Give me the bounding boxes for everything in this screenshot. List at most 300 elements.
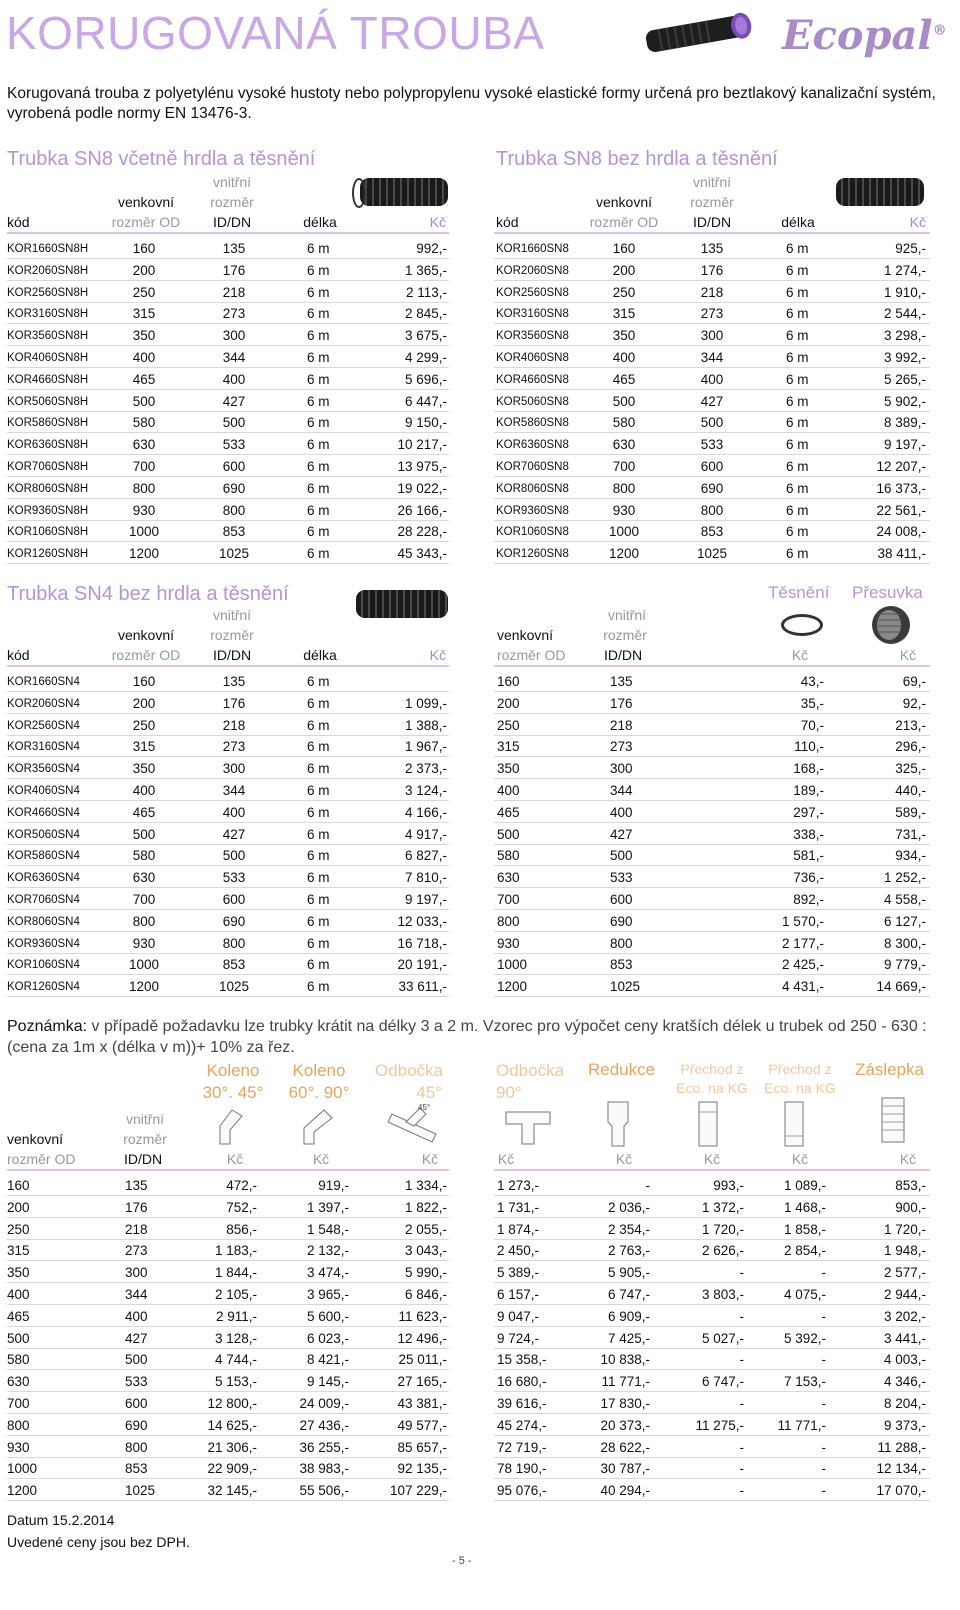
cell-od: 700 <box>497 892 520 907</box>
cell-koleno-30-45: 1 844,- <box>214 1265 257 1281</box>
cell-koleno-60-90: 919,- <box>318 1178 349 1193</box>
header-venkovni: venkovní <box>7 1131 64 1147</box>
table-row <box>7 1282 449 1305</box>
table-row <box>7 1173 449 1196</box>
cell-coupling-price: 325,- <box>895 761 926 777</box>
cell-odbocka-90: 9 047,- <box>497 1308 540 1324</box>
cell-coupling-price: 6 127,- <box>883 913 926 929</box>
cell-od: 500 <box>7 1330 30 1346</box>
table-row <box>7 389 449 412</box>
cell-redukce: 11 771,- <box>601 1374 650 1390</box>
table-row <box>7 691 449 714</box>
cell-code: KOR5060SN4 <box>7 828 80 841</box>
section-title-sn4-bez: Trubka SN4 bez hrdla a těsnění <box>7 583 289 605</box>
cell-id: 135 <box>700 241 724 256</box>
cell-length: 6 m <box>307 848 330 864</box>
socket-ring-icon <box>352 178 366 208</box>
cell-id: 135 <box>125 1178 148 1193</box>
cell-price: 24 008,- <box>876 524 926 540</box>
reducer-icon <box>606 1100 630 1148</box>
cell-id: 1025 <box>218 546 250 562</box>
table-row <box>7 1435 449 1458</box>
cell-od: 580 <box>7 1352 30 1368</box>
cell-code: KOR6360SN4 <box>7 872 80 885</box>
table-row <box>7 909 449 932</box>
cell-code: KOR3560SN4 <box>7 763 80 776</box>
cell-prechod-2: 5 392,- <box>783 1330 826 1346</box>
cell-coupling-price: 14 669,- <box>876 979 926 995</box>
cell-seal-price: 189,- <box>793 783 824 798</box>
header-kc: Kč <box>899 647 917 663</box>
table-row <box>494 865 930 888</box>
cell-length: 6 m <box>307 892 330 907</box>
branch-45-icon <box>384 1102 440 1146</box>
cell-price: 2 845,- <box>404 306 447 322</box>
header-id-dn: ID/DN <box>604 647 643 663</box>
cell-prechod-2: 1 468,- <box>783 1199 826 1215</box>
cell-id: 176 <box>700 262 724 278</box>
table-row <box>7 800 449 823</box>
cell-odbocka-45: 107 229,- <box>389 1483 447 1499</box>
cell-code: KOR1660SN8 <box>496 243 569 255</box>
cell-koleno-30-45: 752,- <box>226 1199 257 1215</box>
cell-id: 600 <box>125 1396 148 1411</box>
cell-price: 2 544,- <box>883 306 926 322</box>
cell-id: 218 <box>610 717 633 733</box>
cell-odbocka-45: 3 043,- <box>404 1243 447 1259</box>
table-row <box>7 476 449 499</box>
brand-logo: Ecopal® <box>782 12 947 59</box>
header-vnitrni: vnitřní <box>692 174 732 190</box>
table-row <box>7 1369 449 1392</box>
cell-odbocka-45: 43 381,- <box>397 1396 447 1411</box>
cell-id: 273 <box>222 739 246 755</box>
zaslepka-title: Záslepka <box>855 1060 924 1079</box>
cell-length: 6 m <box>786 524 809 540</box>
cell-redukce: 6 747,- <box>607 1287 650 1302</box>
cell-prechod-2: - <box>821 1483 826 1499</box>
table-row <box>494 909 930 932</box>
cell-code: KOR6360SN8 <box>496 439 569 452</box>
cell-zaslepka: 2 577,- <box>883 1265 926 1281</box>
cell-koleno-60-90: 1 548,- <box>306 1221 349 1237</box>
cell-id: 427 <box>610 826 633 842</box>
cell-id: 600 <box>700 459 724 474</box>
cell-od: 580 <box>132 415 156 431</box>
cell-code: KOR1060SN4 <box>7 959 80 972</box>
cell-od: 800 <box>7 1417 30 1433</box>
table-row <box>494 778 930 801</box>
cell-od: 350 <box>132 761 156 777</box>
table-row <box>494 1413 930 1436</box>
header-kc: Kč <box>791 647 809 663</box>
cell-length: 6 m <box>786 328 809 344</box>
cell-od: 1200 <box>608 546 640 562</box>
cell-odbocka-45: 85 657,- <box>397 1439 447 1455</box>
cell-coupling-price: 92,- <box>902 695 926 711</box>
cell-price: 12 033,- <box>397 913 447 929</box>
cell-id: 853 <box>700 524 724 540</box>
cell-od: 465 <box>132 371 156 387</box>
cell-od: 200 <box>612 262 636 278</box>
header-kc: Kč <box>703 1151 721 1167</box>
cell-length: 6 m <box>786 241 809 256</box>
cell-koleno-60-90: 3 965,- <box>306 1287 349 1302</box>
cell-redukce: 6 909,- <box>607 1308 650 1324</box>
cell-od: 200 <box>132 262 156 278</box>
cell-zaslepka: 11 288,- <box>877 1439 926 1455</box>
cell-seal-price: 168,- <box>793 761 824 777</box>
cell-od: 315 <box>612 306 636 322</box>
cell-seal-price: 43,- <box>800 674 824 689</box>
table-row <box>7 887 449 910</box>
table-row <box>494 1326 930 1349</box>
cell-length: 6 m <box>307 459 330 474</box>
cell-koleno-30-45: 32 145,- <box>207 1483 257 1499</box>
cell-code: KOR4060SN8 <box>496 352 569 364</box>
table-row <box>494 367 930 390</box>
cell-length: 6 m <box>307 674 330 689</box>
cell-price: 4 166,- <box>404 804 447 820</box>
cell-price: 1 365,- <box>404 262 447 278</box>
cell-odbocka-45: 6 846,- <box>404 1287 447 1302</box>
cell-code: KOR4660SN4 <box>7 806 80 819</box>
cell-id: 135 <box>610 674 633 689</box>
cell-id: 273 <box>125 1243 148 1259</box>
cell-code: KOR3160SN8H <box>7 308 89 321</box>
cell-coupling-price: 731,- <box>895 826 926 842</box>
cell-od: 630 <box>7 1374 30 1390</box>
table-row <box>7 1238 449 1261</box>
cell-od: 400 <box>497 783 520 798</box>
cell-prechod-2: 11 771,- <box>777 1417 826 1433</box>
cell-koleno-60-90: 2 132,- <box>306 1243 349 1259</box>
cell-odbocka-45: 2 055,- <box>404 1221 447 1237</box>
header-venkovni: venkovní <box>117 194 175 210</box>
cell-od: 800 <box>132 913 156 929</box>
table-row <box>494 454 930 477</box>
cell-koleno-60-90: 27 436,- <box>299 1417 349 1433</box>
table-row <box>494 1260 930 1283</box>
cell-od: 1200 <box>128 546 160 562</box>
header-rozmer-od: rozměr OD <box>497 647 566 663</box>
cell-od: 800 <box>497 913 520 929</box>
cell-id: 500 <box>222 848 246 864</box>
table-row <box>494 952 930 975</box>
cell-seal-price: 892,- <box>793 892 824 907</box>
cell-od: 1000 <box>128 957 160 973</box>
cell-od: 630 <box>132 437 156 453</box>
cell-code: KOR3560SN8H <box>7 330 89 343</box>
pipe-product-image <box>640 12 760 56</box>
cell-redukce: 2 036,- <box>607 1199 650 1215</box>
cell-price: 9 197,- <box>404 892 447 907</box>
odbocka-45-title: Odbočka 45° <box>374 1061 444 1102</box>
cell-code: KOR4060SN4 <box>7 785 80 797</box>
cell-id: 800 <box>125 1439 148 1455</box>
table-row <box>7 865 449 888</box>
cell-od: 350 <box>7 1265 30 1281</box>
cell-seal-price: 2 425,- <box>781 957 824 973</box>
cell-od: 350 <box>497 761 520 777</box>
cell-code: KOR2060SN4 <box>7 697 80 710</box>
note: Poznámka: v případě požadavku lze trubky krátit na délky 3 a 2 m. Vzorec pro výpočet ceny kratších délek u trubek od 250 - 630 : (cena za 1m x (délka v m))+ 10% za řez. <box>7 1018 927 1056</box>
cell-id: 853 <box>610 957 633 973</box>
cell-length: 6 m <box>786 371 809 387</box>
cell-price: 13 975,- <box>397 459 447 474</box>
cell-code: KOR5860SN8H <box>7 417 89 430</box>
transition-2-icon <box>782 1100 806 1148</box>
header-rule <box>7 665 449 667</box>
cell-price: 3 992,- <box>883 350 926 365</box>
header-venkovni: venkovní <box>595 194 653 210</box>
header-vnitrni: vnitřní <box>212 174 252 190</box>
branch-angle-label: 45° <box>418 1103 431 1112</box>
table-row <box>494 1304 930 1327</box>
table-row <box>494 1456 930 1479</box>
header-kc: Kč <box>909 214 926 230</box>
cell-koleno-30-45: 2 105,- <box>214 1287 257 1302</box>
cell-id: 600 <box>610 892 633 907</box>
cell-od: 250 <box>612 284 636 300</box>
cell-seal-price: 35,- <box>800 695 824 711</box>
cell-length: 6 m <box>307 935 330 951</box>
table-row <box>7 432 449 455</box>
header-rozmer: rozměr <box>210 194 254 210</box>
table-row <box>7 822 449 845</box>
table-row <box>494 1195 930 1218</box>
table-row <box>7 974 449 997</box>
table-row <box>494 691 930 714</box>
table-row <box>7 1413 449 1436</box>
cell-odbocka-90: 15 358,- <box>497 1352 547 1368</box>
cell-koleno-30-45: 3 128,- <box>214 1330 257 1346</box>
cell-price: 10 217,- <box>397 437 447 453</box>
cell-koleno-60-90: 8 421,- <box>306 1352 349 1368</box>
cell-od: 580 <box>612 415 636 431</box>
cell-price: 38 411,- <box>877 546 926 562</box>
cell-odbocka-90: 72 719,- <box>497 1439 547 1455</box>
cell-code: KOR3160SN4 <box>7 741 80 754</box>
header-id-dn: ID/DN <box>124 1151 163 1167</box>
cell-price: 16 718,- <box>397 935 447 951</box>
cell-id: 400 <box>222 804 246 820</box>
cell-seal-price: 110,- <box>794 739 824 755</box>
cell-prechod-2: - <box>821 1265 826 1281</box>
cell-odbocka-45: 92 135,- <box>397 1461 447 1477</box>
cell-id: 800 <box>222 502 246 518</box>
cell-odbocka-90: 39 616,- <box>497 1396 547 1411</box>
cell-od: 1000 <box>128 524 160 540</box>
cell-odbocka-45: 25 011,- <box>398 1352 447 1368</box>
header-id-dn: ID/DN <box>212 214 252 230</box>
intro-text: Korugovaná trouba z polyetylénu vysoké hustoty nebo polypropylenu vysoké elastické formy určená pro beztlakový kanalizační systém, vyrobená podle normy EN 13476-3. <box>7 85 936 122</box>
cell-length: 6 m <box>307 546 330 562</box>
cell-od: 465 <box>7 1308 30 1324</box>
table-row <box>494 541 930 564</box>
table-row <box>494 843 930 866</box>
cell-odbocka-45: 1 334,- <box>404 1178 447 1193</box>
cell-length: 6 m <box>307 284 330 300</box>
cell-od: 250 <box>497 717 520 733</box>
cell-zaslepka: 1 948,- <box>883 1243 926 1259</box>
cell-price: 22 561,- <box>876 502 926 518</box>
cell-coupling-price: 296,- <box>895 739 926 755</box>
cell-koleno-30-45: 21 306,- <box>207 1439 257 1455</box>
cell-od: 930 <box>612 502 636 518</box>
cell-price: 6 827,- <box>404 848 447 864</box>
cell-price: 20 191,- <box>397 957 447 973</box>
cell-id: 690 <box>700 480 724 496</box>
cell-code: KOR7060SN8H <box>7 461 89 473</box>
cell-prechod-1: - <box>739 1265 744 1281</box>
tee-90-icon <box>504 1104 552 1146</box>
cell-code: KOR4660SN8 <box>496 373 569 386</box>
pipe-with-socket-icon <box>360 178 448 206</box>
cell-length: 6 m <box>786 480 809 496</box>
cell-id: 600 <box>222 892 246 907</box>
cell-length: 6 m <box>307 913 330 929</box>
cell-id: 344 <box>222 783 246 798</box>
cell-zaslepka: 4 003,- <box>883 1352 926 1368</box>
cell-od: 465 <box>497 804 520 820</box>
table-row <box>494 1238 930 1261</box>
table-row <box>494 1435 930 1458</box>
cell-id: 1025 <box>218 979 250 995</box>
header-rule <box>494 665 930 667</box>
cell-id: 690 <box>125 1417 148 1433</box>
cell-id: 300 <box>222 761 246 777</box>
cell-od: 315 <box>132 739 156 755</box>
cell-price: 33 611,- <box>398 979 447 995</box>
table-row <box>494 389 930 412</box>
cell-zaslepka: 853,- <box>895 1178 926 1193</box>
cell-redukce: 2 763,- <box>607 1243 650 1259</box>
cell-od: 580 <box>497 848 520 864</box>
table-row <box>494 887 930 910</box>
cell-od: 630 <box>497 870 520 886</box>
cell-koleno-60-90: 1 397,- <box>306 1199 349 1215</box>
cell-seal-price: 2 177,- <box>781 935 824 951</box>
cell-price: 8 389,- <box>883 415 926 431</box>
cell-length: 6 m <box>307 524 330 540</box>
koleno-60-90-title: Koleno 60°. 90° <box>288 1061 350 1102</box>
cell-price: 12 207,- <box>876 459 926 474</box>
cell-prechod-2: 4 075,- <box>783 1287 826 1302</box>
cell-code: KOR2560SN4 <box>7 719 80 732</box>
cell-id: 176 <box>222 695 246 711</box>
cell-length: 6 m <box>307 350 330 365</box>
cell-code: KOR9360SN8 <box>496 504 569 517</box>
cell-id: 218 <box>125 1221 148 1237</box>
cell-prechod-1: 1 372,- <box>701 1199 744 1215</box>
cell-od: 250 <box>7 1221 30 1237</box>
cell-length: 6 m <box>307 437 330 453</box>
cell-od: 930 <box>497 935 520 951</box>
cell-redukce: 7 425,- <box>607 1330 650 1346</box>
cell-prechod-1: - <box>739 1439 744 1455</box>
section-title-sn8-hrdlo: Trubka SN8 včetně hrdla a těsnění <box>7 148 316 170</box>
table-row <box>494 345 930 368</box>
cell-odbocka-90: 45 274,- <box>497 1417 547 1433</box>
table-row <box>7 498 449 521</box>
cell-seal-price: 297,- <box>793 804 824 820</box>
header-rozmer-od: rozměr OD <box>111 214 181 230</box>
cell-price: 16 373,- <box>876 480 926 496</box>
cell-length: 6 m <box>307 870 330 886</box>
elbow-30-icon <box>214 1106 250 1146</box>
cell-code: KOR1060SN8H <box>7 526 89 539</box>
cell-odbocka-90: 1 273,- <box>497 1178 540 1193</box>
cell-id: 690 <box>610 913 633 929</box>
cell-length: 6 m <box>786 459 809 474</box>
cell-od: 315 <box>132 306 156 322</box>
table-row <box>7 843 449 866</box>
table-row <box>494 258 930 281</box>
cell-id: 853 <box>222 524 246 540</box>
cell-od: 465 <box>132 804 156 820</box>
cell-id: 500 <box>125 1352 148 1368</box>
cell-price: 45 343,- <box>397 546 447 562</box>
cell-koleno-30-45: 14 625,- <box>207 1417 257 1433</box>
cell-prechod-2: - <box>821 1461 826 1477</box>
header-kc: Kč <box>429 647 446 663</box>
cell-koleno-60-90: 24 009,- <box>299 1396 349 1411</box>
table-row <box>494 669 930 692</box>
cell-prechod-1: - <box>739 1396 744 1411</box>
cell-price: 1 388,- <box>404 717 447 733</box>
cell-redukce: 10 838,- <box>600 1352 650 1368</box>
cell-od: 160 <box>612 241 636 256</box>
cell-od: 630 <box>132 870 156 886</box>
table-row <box>494 410 930 433</box>
cell-od: 160 <box>497 674 520 689</box>
cell-length: 6 m <box>307 761 330 777</box>
cell-code: KOR5860SN4 <box>7 850 80 863</box>
cell-od: 200 <box>132 695 156 711</box>
cell-prechod-2: - <box>821 1439 826 1455</box>
header-delka: délka <box>781 214 815 230</box>
cell-prechod-1: - <box>739 1308 744 1324</box>
cell-length: 6 m <box>786 393 809 409</box>
table-row <box>494 1347 930 1370</box>
cell-id: 1025 <box>696 546 728 562</box>
cell-koleno-30-45: 2 911,- <box>215 1308 257 1324</box>
cell-code: KOR3560SN8 <box>496 330 569 343</box>
cell-id: 135 <box>222 241 246 256</box>
table-row <box>7 669 449 692</box>
cell-code: KOR1260SN8 <box>496 548 569 561</box>
cell-coupling-price: 8 300,- <box>883 935 926 951</box>
cell-redukce: 5 905,- <box>607 1265 650 1281</box>
table-row <box>7 1217 449 1240</box>
cell-price: 28 228,- <box>397 524 447 540</box>
cell-id: 400 <box>222 371 246 387</box>
tesneni-title: Těsnění <box>768 583 830 602</box>
cell-od: 700 <box>7 1396 30 1411</box>
cell-koleno-30-45: 12 800,- <box>207 1396 257 1411</box>
cell-od: 930 <box>132 935 156 951</box>
cell-zaslepka: 12 134,- <box>876 1461 926 1477</box>
header-venkovni: venkovní <box>117 627 175 643</box>
presuvka-title: Přesuvka <box>852 583 923 602</box>
cell-id: 344 <box>222 350 246 365</box>
cell-coupling-price: 69,- <box>902 674 926 689</box>
cell-odbocka-45: 1 822,- <box>404 1199 447 1215</box>
cell-od: 500 <box>612 393 636 409</box>
table-row <box>494 476 930 499</box>
table-row <box>494 1391 930 1414</box>
